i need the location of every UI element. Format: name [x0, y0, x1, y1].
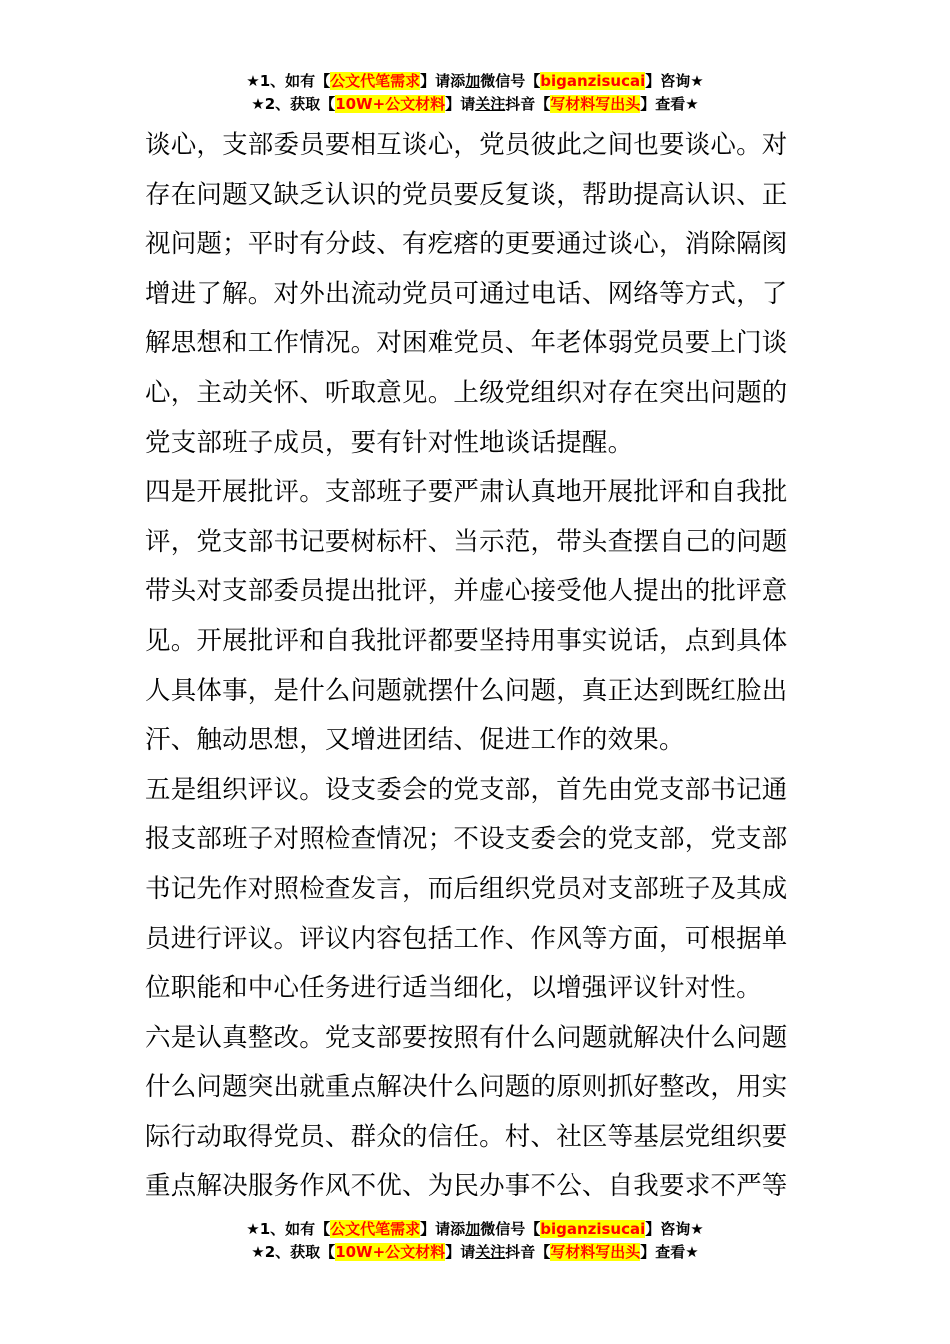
text-line: 五是组织评议。设支委会的党支部，首先由党支部书记通 — [145, 774, 788, 805]
banner-text: ★1、如有【 — [246, 72, 331, 90]
banner-highlight: 公文代笔需求 — [330, 72, 421, 90]
banner-line-1 — [0, 1218, 950, 1241]
banner-highlight: 写材料写出头 — [550, 95, 641, 113]
text-line: 带头对支部委员提出批评，并虚心接受他人提出的批评意 — [145, 576, 788, 607]
text-line: 解思想和工作情况。对困难党员、年老体弱党员要上门谈 — [145, 328, 788, 359]
paragraph — [145, 121, 807, 468]
banner-text: 】咨询★ — [645, 72, 704, 90]
banner-text: 】请添 — [420, 72, 466, 90]
banner-highlight: 公文代笔需求 — [330, 1220, 421, 1238]
banner-text: ★2、获取【 — [251, 95, 336, 113]
text-line: 党支部班子成员，要有针对性地谈话提醒。 — [145, 427, 634, 458]
text-line: 四是开展批评。支部班子要严肃认真地开展批评和自我批 — [145, 477, 788, 508]
banner-text: ★2、获取【 — [251, 1243, 336, 1261]
banner-text: 抖音【 — [505, 1243, 551, 1261]
text-line: 心，主动关怀、听取意见。上级党组织对存在突出问题的 — [145, 377, 788, 408]
text-line: 书记先作对照检查发言，而后组织党员对支部班子及其成 — [145, 873, 788, 904]
text-line: 见。开展批评和自我批评都要坚持用事实说话，点到具体 — [145, 625, 788, 656]
text-line: 位职能和中心任务进行适当细化，以增强评议针对性。 — [145, 973, 762, 1004]
banner-underlined: 加 — [465, 1220, 481, 1238]
banner-text: 】请 — [445, 95, 476, 113]
banner-highlight: 10W+公文材料 — [335, 1243, 446, 1261]
banner-highlight: biganzisucai — [540, 1220, 646, 1238]
text-line: 六是认真整改。党支部要按照有什么问题就解决什么问题 — [145, 1022, 788, 1053]
text-line: 谈心，支部委员要相互谈心，党员彼此之间也要谈心。对 — [145, 130, 788, 160]
text-line: 际行动取得党员、群众的信任。村、社区等基层党组织要 — [145, 1121, 788, 1152]
document-body — [145, 121, 807, 1212]
banner-text: 】请添 — [420, 1220, 466, 1238]
text-line: 重点解决服务作风不优、为民办事不公、自我要求不严等 — [145, 1171, 788, 1202]
paragraph — [145, 1014, 807, 1212]
banner-text: 】查看★ — [640, 1243, 699, 1261]
banner-line-1 — [0, 70, 950, 93]
banner-text: ★1、如有【 — [246, 1220, 331, 1238]
text-line: 人具体事，是什么问题就摆什么问题，真正达到既红脸出 — [145, 675, 788, 706]
text-line: 评，党支部书记要树标杆、当示范，带头查摆自己的问题 — [145, 526, 788, 557]
banner-text: 微信号【 — [480, 72, 541, 90]
banner-text: 微信号【 — [480, 1220, 541, 1238]
banner-highlight: 10W+公文材料 — [335, 95, 446, 113]
banner-line-2 — [0, 1241, 950, 1264]
banner-line-2 — [0, 93, 950, 116]
text-line: 员进行评议。评议内容包括工作、作风等方面，可根据单 — [145, 923, 788, 954]
paragraph — [145, 468, 807, 766]
text-line: 报支部班子对照检查情况；不设支委会的党支部，党支部 — [145, 824, 788, 855]
text-line: 视问题；平时有分歧、有疙瘩的更要通过谈心，消除隔阂 — [145, 229, 788, 260]
text-line: 汗、触动思想，又增进团结、促进工作的效果。 — [145, 725, 685, 756]
banner-text: 抖音【 — [505, 95, 551, 113]
banner-underlined: 关注 — [475, 1243, 506, 1261]
text-line: 什么问题突出就重点解决什么问题的原则抓好整改，用实 — [145, 1072, 788, 1103]
banner-text: 】查看★ — [640, 95, 699, 113]
banner-underlined: 加 — [465, 72, 481, 90]
banner-text: 】请 — [445, 1243, 476, 1261]
banner-underlined: 关注 — [475, 95, 506, 113]
header-banner — [0, 70, 950, 116]
banner-highlight: biganzisucai — [540, 72, 646, 90]
banner-text: 】咨询★ — [645, 1220, 704, 1238]
banner-highlight: 写材料写出头 — [550, 1243, 641, 1261]
text-line: 增进了解。对外出流动党员可通过电话、网络等方式，了 — [145, 278, 788, 309]
footer-banner — [0, 1218, 950, 1264]
paragraph — [145, 766, 807, 1014]
text-line: 存在问题又缺乏认识的党员要反复谈，帮助提高认识、正 — [145, 179, 788, 210]
